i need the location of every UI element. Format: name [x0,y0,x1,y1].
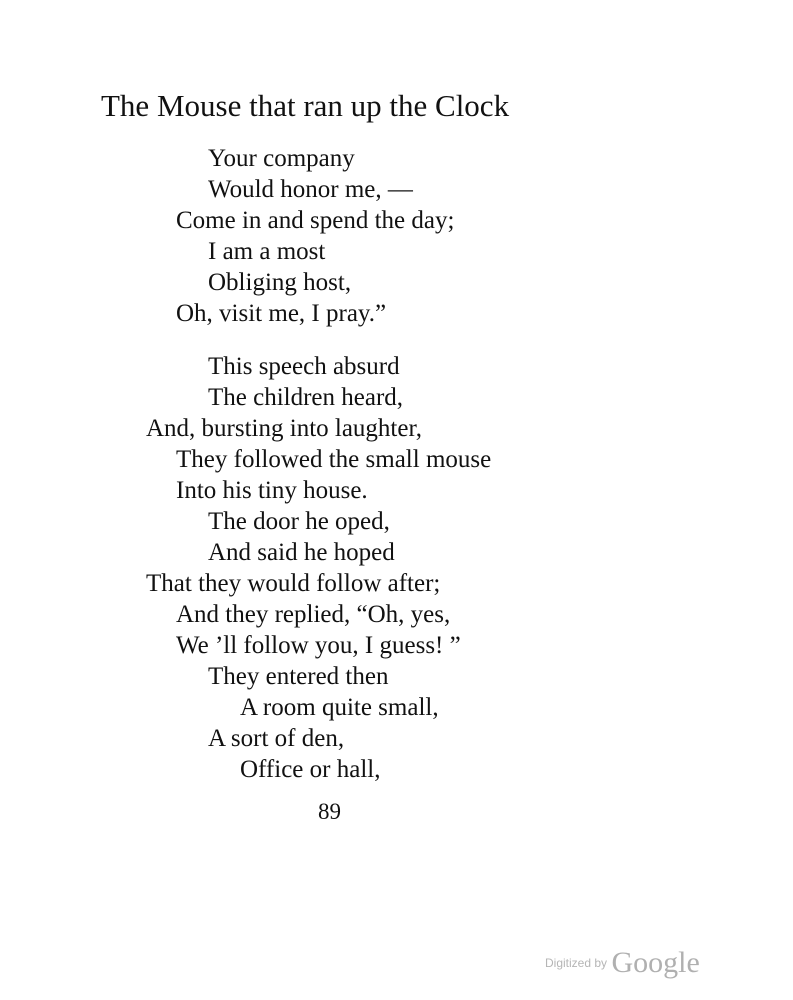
poem-line: That they would follow after; [146,570,441,597]
poem-line: Would honor me, — [208,176,413,203]
poem-line: They entered then [208,663,389,690]
poem-line: A sort of den, [208,725,345,752]
poem-line: Come in and spend the day; [176,207,455,234]
digitized-watermark [545,946,700,980]
poem-line: We ’ll follow you, I guess! ” [176,632,461,659]
poem-line: The door he oped, [208,508,390,535]
poem-line: This speech absurd [208,353,400,380]
page-title: The Mouse that ran up the Clock [101,88,510,123]
poem-line: They followed the small mouse [176,446,492,473]
poem-line: Office or hall, [240,756,381,783]
poem-line: Into his tiny house. [176,477,368,504]
poem-line: The children heard, [208,384,404,411]
poem-line: And they replied, “Oh, yes, [176,601,451,628]
google-logo: Google [611,946,700,979]
poem-line: And said he hoped [208,539,395,566]
poem-line: Oh, visit me, I pray.” [176,300,387,327]
poem-line: And, bursting into laughter, [146,415,423,442]
page-number: 89 [318,799,341,824]
poem-line: Your company [208,145,355,172]
watermark-prefix: Digitized by [545,956,608,970]
poem-line: I am a most [208,238,326,265]
poem-line: Obliging host, [208,269,352,296]
poem-line: A room quite small, [240,694,439,721]
